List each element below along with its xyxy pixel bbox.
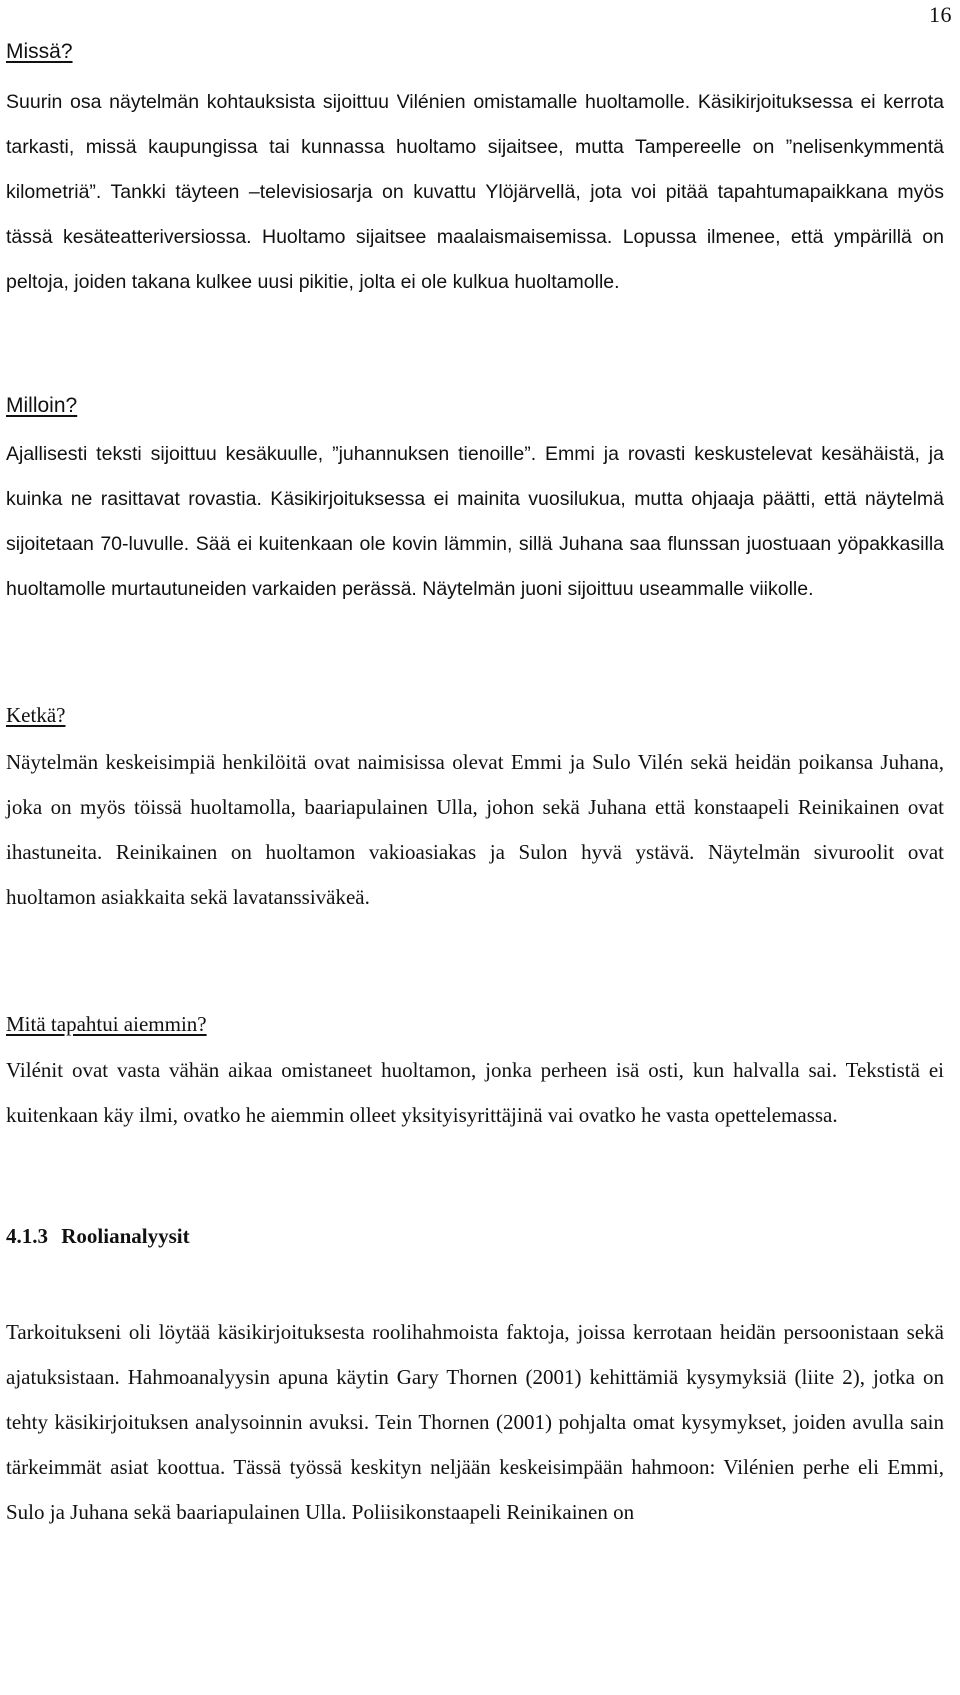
section-aiemmin xyxy=(6,1048,944,1138)
heading-milloin: Milloin? xyxy=(6,394,78,417)
heading-missa: Missä? xyxy=(6,40,73,63)
section-roolianalyysit xyxy=(6,1310,944,1535)
paragraph-roolianalyysit: Tarkoitukseni oli löytää käsikirjoituksesta roolihahmoista faktoja, joissa kerrotaan heidän persoonistaan sekä ajatuksistaan. Hahmoanalyysin apuna käytin Gary Thornen (2001) kehittämiä kysymyksiä (liite 2), jotka on tehty käsikirjoituksen analysoinnin avuksi. Tein Thornen (2001) pohjalta omat kysymykset, joiden avulla sain tärkeimmät asiat koottua. Tässä työssä keskityn neljään keskeisimpään hahmoon: Vilénien perhe eli Emmi, Sulo ja Juhana sekä baariapulainen Ulla. Poliisikonstaapeli Reinikainen on xyxy=(6,1320,944,1524)
paragraph-ketka: Näytelmän keskeisimpiä henkilöitä ovat naimisissa olevat Emmi ja Sulo Vilén sekä heidän poikansa Juhana, joka on myös töissä huoltamolla, baariapulainen Ulla, johon sekä Juhana että konstaapeli Reinikainen ovat ihastuneita. Reinikainen on huoltamon vakioasiakas ja Sulon hyvä ystävä. Näytelmän sivuroolit ovat huoltamon asiakkaita sekä lavatanssiväkeä. xyxy=(6,750,944,909)
chapter-title: Roolianalyysit xyxy=(61,1224,190,1248)
heading-aiemmin: Mitä tapahtui aiemmin? xyxy=(6,1012,207,1036)
paragraph-aiemmin: Vilénit ovat vasta vähän aikaa omistaneet huoltamon, jonka perheen isä osti, kun halvalla sai. Tekstistä ei kuitenkaan käy ilmi, ovatko he aiemmin olleet yksityisyrittäjinä vai ovatko he vasta opettelemassa. xyxy=(6,1058,944,1127)
paragraph-milloin: Ajallisesti teksti sijoittuu kesäkuulle, ”juhannuksen tienoille”. Emmi ja rovasti keskustelevat kesähäistä, ja kuinka ne rasittavat rovastia. Käsikirjoituksessa ei mainita vuosilukua, mutta ohjaaja päätti, että näytelmä sijoitetaan 70-luvulle. Sää ei kuitenkaan ole kovin lämmin, sillä Juhana saa flunssan juostuaan yöpakkasilla huoltamolle murtautuneiden varkaiden perässä. Näytelmän juoni sijoittuu useammalle viikolle. xyxy=(6,443,944,600)
section-milloin xyxy=(6,432,944,612)
chapter-number: 4.1.3 xyxy=(6,1224,48,1248)
section-missa xyxy=(6,80,944,305)
chapter-heading xyxy=(6,1224,190,1249)
paragraph-missa: Suurin osa näytelmän kohtauksista sijoittuu Vilénien omistamalle huoltamolle. Käsikirjoituksessa ei kerrota tarkasti, missä kaupungissa tai kunnassa huoltamo sijaitsee, mutta Tampereelle on ”nelisenkymmentä kilometriä”. Tankki täyteen –televisiosarja on kuvattu Ylöjärvellä, jota voi pitää tapahtumapaikkana myös tässä kesäteatteriversiossa. Huoltamo sijaitsee maalaismaisemissa. Lopussa ilmenee, että ympärillä on peltoja, joiden takana kulkee uusi pikitie, jolta ei ole kulkua huoltamolle. xyxy=(6,91,944,293)
page-number: 16 xyxy=(929,2,952,27)
section-ketka xyxy=(6,740,944,920)
heading-ketka: Ketkä? xyxy=(6,703,66,727)
